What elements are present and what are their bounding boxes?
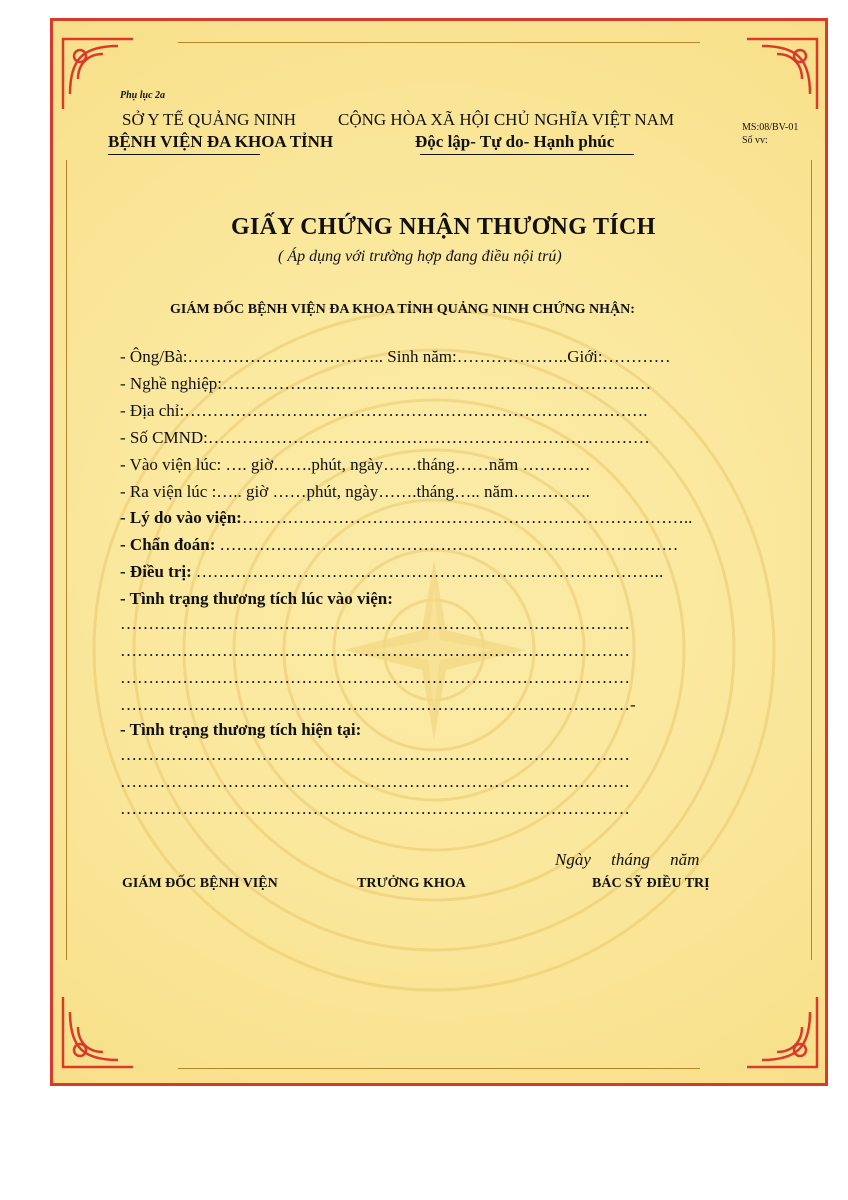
- job-field: - Nghề nghiệp:……………………………………………………………….…: [120, 374, 652, 393]
- left-ornament-line: [66, 160, 67, 960]
- reason-dots: ……………………………………………………………………..: [241, 508, 693, 527]
- motto-underline: [420, 154, 634, 155]
- top-ornament-line: [178, 42, 700, 43]
- dotted-line: ………………………………………………………………………………-: [120, 695, 636, 714]
- head-of-department-signature-label: TRƯỞNG KHOA: [357, 876, 466, 891]
- dotted-line: ………………………………………………………………………………: [120, 668, 630, 687]
- name-field: - Ông/Bà:…………………………….. Sinh năm:………………..Giới:…………: [120, 347, 671, 366]
- dotted-line: ………………………………………………………………………………: [120, 614, 630, 633]
- treatment-field: [120, 562, 663, 582]
- dotted-line: ………………………………………………………………………………: [120, 772, 630, 791]
- id-card-field: - Số CMND:……………………………………………………………………: [120, 428, 650, 447]
- injury-current-label: - Tình trạng thương tích hiện tại:: [120, 720, 362, 739]
- diagnosis-label: - Chẩn đoán:: [120, 535, 216, 554]
- hospital-name: BỆNH VIỆN ĐA KHOA TỈNH: [108, 132, 334, 151]
- date-line: Ngày tháng năm: [555, 850, 700, 869]
- admission-time-field: - Vào viện lúc: …. giờ…….phút, ngày……tháng……năm …………: [120, 455, 591, 474]
- diagnosis-field: [120, 535, 678, 555]
- injury-admission-label: - Tình trạng thương tích lúc vào viện:: [120, 589, 393, 608]
- page-subtitle: ( Áp dụng với trường hợp đang điều nội trú): [278, 248, 562, 265]
- doctor-signature-label: BÁC SỸ ĐIỀU TRỊ: [592, 876, 710, 891]
- right-ornament-line: [811, 160, 812, 960]
- reason-label: - Lý do vào viện:: [120, 508, 242, 527]
- so-vv-label: Số vv:: [742, 135, 768, 146]
- appendix-label: Phụ lục 2a: [120, 90, 166, 101]
- discharge-time-field: - Ra viện lúc :….. giờ ……phút, ngày…….tháng….. năm…………..: [120, 482, 590, 501]
- form-code: MS:08/BV-01: [742, 122, 799, 133]
- department-name: SỞ Y TẾ QUẢNG NINH: [122, 110, 297, 129]
- hospital-underline: [108, 154, 260, 155]
- reason-field: [120, 508, 692, 528]
- corner-ornament-icon: [58, 992, 138, 1072]
- address-field: - Địa chỉ:……………………………………………………………………….: [120, 401, 648, 420]
- treatment-label: - Điều trị:: [120, 562, 192, 581]
- national-motto: Độc lập- Tự do- Hạnh phúc: [415, 132, 615, 151]
- certify-statement: GIÁM ĐỐC BỆNH VIỆN ĐA KHOA TỈNH QUẢNG NINH CHỨNG NHẬN:: [170, 302, 635, 317]
- diagnosis-dots: ………………………………………………………………………: [219, 535, 679, 554]
- country-name: CỘNG HÒA XÃ HỘI CHỦ NGHĨA VIỆT NAM: [338, 110, 675, 129]
- corner-ornament-icon: [58, 34, 138, 114]
- corner-ornament-icon: [742, 34, 822, 114]
- treatment-dots: ………………………………………………………………………..: [195, 562, 664, 581]
- dotted-line: ………………………………………………………………………………: [120, 799, 630, 818]
- page-title: GIẤY CHỨNG NHẬN THƯƠNG TÍCH: [231, 214, 656, 240]
- director-signature-label: GIÁM ĐỐC BỆNH VIỆN: [122, 876, 278, 891]
- dotted-line: ………………………………………………………………………………: [120, 641, 630, 660]
- bottom-ornament-line: [178, 1068, 700, 1069]
- corner-ornament-icon: [742, 992, 822, 1072]
- dotted-line: ………………………………………………………………………………: [120, 745, 630, 764]
